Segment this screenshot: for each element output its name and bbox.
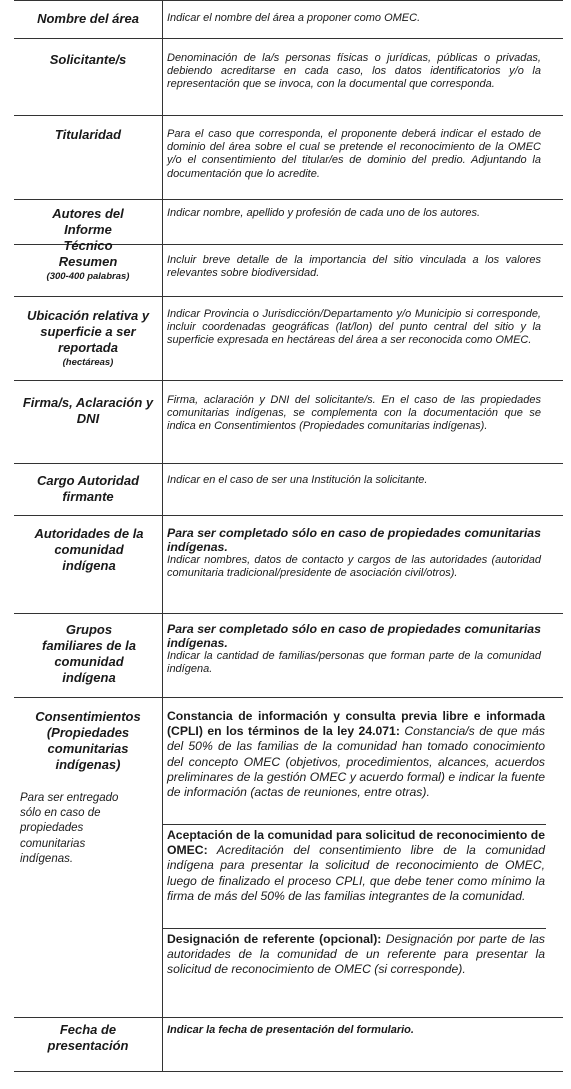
row-label: Firma/s, Aclaración y DNI [22, 395, 154, 426]
table-row [14, 115, 563, 200]
consent-separator [162, 824, 546, 825]
table-row [14, 244, 563, 297]
row-label-sub: (hectáreas) [62, 357, 114, 368]
row-label: Solicitante/s [49, 52, 127, 67]
column-divider [162, 296, 163, 380]
row-label: Nombre del área [37, 11, 139, 26]
column-divider [162, 0, 163, 38]
consent-label: Consentimientos (Propiedades comunitarias indígenas) [35, 709, 141, 772]
row-description-body: Indicar nombres, datos de contacto y cargos de las autoridades (autoridad comunitaria tradicional/presidente de asociación civil/otros). [167, 554, 541, 580]
table-row [14, 463, 563, 516]
row-description: Indicar la fecha de presentación del formulario. [167, 1024, 414, 1036]
consent-part-heading: Aceptación de la comunidad para solicitud de reconocimiento de OMEC: [167, 828, 545, 858]
row-description-emphasis: Para ser completado sólo en caso de propiedades comunitarias indígenas. [167, 622, 541, 650]
row-label: Titularidad [54, 127, 122, 142]
table-row [14, 0, 563, 39]
row-label: Grupos familiares de la comunidad indígena [42, 622, 136, 685]
row-label: Autores del Informe Técnico [52, 206, 124, 253]
row-description: Incluir breve detalle de la importancia del sitio vinculada a los valores relevantes sobre biodiversidad. [167, 254, 541, 280]
row-description [167, 526, 541, 580]
table-row [14, 380, 563, 464]
column-divider [162, 199, 163, 244]
table-row [14, 515, 563, 614]
consent-part-heading: Designación de referente (opcional): [167, 932, 382, 946]
row-label [20, 308, 156, 369]
column-divider [162, 1017, 163, 1071]
column-divider [162, 380, 163, 463]
row-label-text: Ubicación relativa y superficie a ser reportada [26, 308, 150, 355]
column-divider [162, 38, 163, 115]
column-divider [162, 463, 163, 515]
row-description: Indicar nombre, apellido y profesión de cada uno de los autores. [167, 207, 481, 219]
row-description: Indicar en el caso de ser una Institución la solicitante. [167, 474, 428, 486]
consent-part [167, 709, 545, 800]
consent-part-body: Acreditación del consentimiento libre de la comunidad indígena para presentar la solicitud de reconocimiento de OMEC, luego de finalizado el proceso CPLI, que debe tener como mínimo la firma de más del 50% de las familias integrantes de la comunidad. [167, 843, 545, 903]
row-description: Firma, aclaración y DNI del solicitante/s. En el caso de las propiedades comunitarias indígenas, se complementa con la documentación que se indica en Consentimientos (Propiedades comunitarias indígenas). [167, 394, 541, 433]
row-description: Indicar Provincia o Jurisdicción/Departamento y/o Municipio si corresponde, incluir coordenadas geográficas (lat/lon) del punto central del sitio y la superficie expresada en hectáreas del área a ser reconocida como OMEC. [167, 308, 541, 347]
table-row [14, 38, 563, 116]
consent-part [167, 828, 545, 904]
consent-part [167, 932, 545, 978]
column-divider [162, 697, 163, 1017]
row-description: Indicar el nombre del área a proponer como OMEC. [167, 12, 421, 24]
row-label-sub: (300-400 palabras) [46, 271, 130, 282]
row-label: Cargo Autoridad firmante [36, 473, 140, 504]
row-label: Fecha de presentación [47, 1022, 129, 1053]
consent-row [14, 697, 563, 1018]
row-label-text: Resumen [58, 254, 118, 269]
table-row [14, 613, 563, 698]
row-description: Denominación de la/s personas físicas o jurídicas, públicas o privadas, debiendo acreditarse en cada caso, los datos identificatorios y/o la representación que se invoca, con la documental que corresponda. [167, 52, 541, 91]
row-description-body: Indicar la cantidad de familias/personas que forman parte de la comunidad indígena. [167, 650, 541, 676]
consent-part-body: Constancia/s de que más del 50% de las familias de la comunidad han tomado conocimiento del concepto OMEC (objetivos, procedimientos, alcances, acuerdos preliminares de la gestión OMEC y acuerdo formal) e indicar la fuente de información (actas de reuniones, entre otras). [167, 724, 545, 800]
consent-part-body: Designación por parte de las autoridades de la comunidad de un referente para presentar la solicitud de reconocimiento de OMEC (si corresponde). [167, 932, 545, 977]
consent-part-heading: Constancia de información y consulta previa libre e informada (CPLI) en los términos de la ley 24.071: [167, 709, 545, 739]
table-row [14, 199, 563, 253]
row-label: Autoridades de la comunidad indígena [34, 526, 144, 573]
row-description: Para el caso que corresponda, el proponente deberá indicar el estado de dominio del área sobre el cual se pretende el reconocimiento de la OMEC y/o el consentimiento del titular/es de dominio del predio. Adjuntando la documentación que lo acredite. [167, 128, 541, 180]
row-description-emphasis: Para ser completado sólo en caso de propiedades comunitarias indígenas. [167, 526, 541, 554]
consent-separator [162, 928, 546, 929]
table-row [14, 296, 563, 381]
row-label [14, 254, 162, 283]
column-divider [162, 515, 163, 613]
column-divider [162, 115, 163, 199]
table-row [14, 1017, 563, 1072]
column-divider [162, 613, 163, 697]
consent-note: Para ser entregado sólo en caso de propiedades comunitarias indígenas. [20, 792, 119, 865]
row-description [167, 622, 541, 676]
column-divider [162, 244, 163, 296]
